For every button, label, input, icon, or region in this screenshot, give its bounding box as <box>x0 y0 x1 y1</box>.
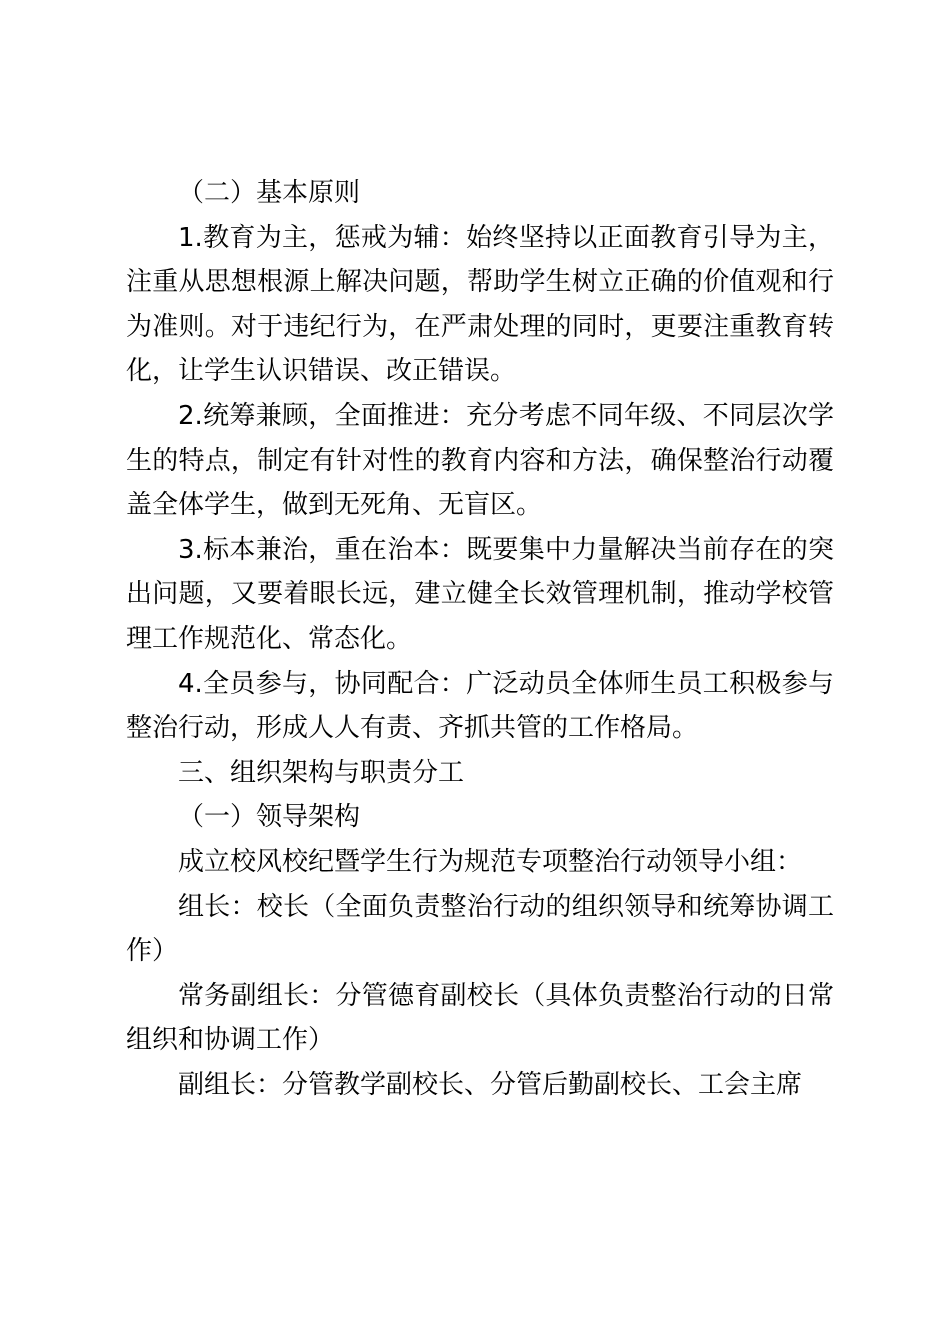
leadership-group-intro: 成立校风校纪暨学生行为规范专项整治行动领导小组： <box>178 846 803 877</box>
principle-paragraph-4: 4.全员参与，协同配合：广泛动员全体师生员工积极参与整治行动，形成人人有责、齐抓共管的工作格局。 <box>126 668 834 744</box>
principle-paragraph-2: 2.统筹兼顾，全面推进：充分考虑不同年级、不同层次学生的特点，制定有针对性的教育内容和方法，确保整治行动覆盖全体学生，做到无死角、无盲区。 <box>126 400 834 521</box>
section-heading-organization: 三、组织架构与职责分工 <box>178 757 465 788</box>
executive-deputy-leader-paragraph: 常务副组长：分管德育副校长（具体负责整治行动的日常组织和协调工作） <box>126 980 834 1056</box>
deputy-leader-paragraph: 副组长：分管教学副校长、分管后勤副校长、工会主席 <box>178 1069 803 1100</box>
subsection-heading-leadership: （一）领导架构 <box>178 802 361 833</box>
principle-paragraph-3: 3.标本兼治，重在治本：既要集中力量解决当前存在的突出问题，又要着眼长远，建立健全长效管理机制，推动学校管理工作规范化、常态化。 <box>126 534 834 654</box>
document-body <box>126 171 834 1107</box>
principle-paragraph-1: 1.教育为主，惩戒为辅：始终坚持以正面教育引导为主，注重从思想根源上解决问题，帮助学生树立正确的价值观和行为准则。对于违纪行为，在严肃处理的同时，更要注重教育转化，让学生认识错误、改正错误。 <box>126 222 834 387</box>
group-leader-paragraph: 组长：校长（全面负责整治行动的组织领导和统筹协调工作） <box>126 891 834 967</box>
section-heading-basic-principles: （二）基本原则 <box>178 178 361 208</box>
